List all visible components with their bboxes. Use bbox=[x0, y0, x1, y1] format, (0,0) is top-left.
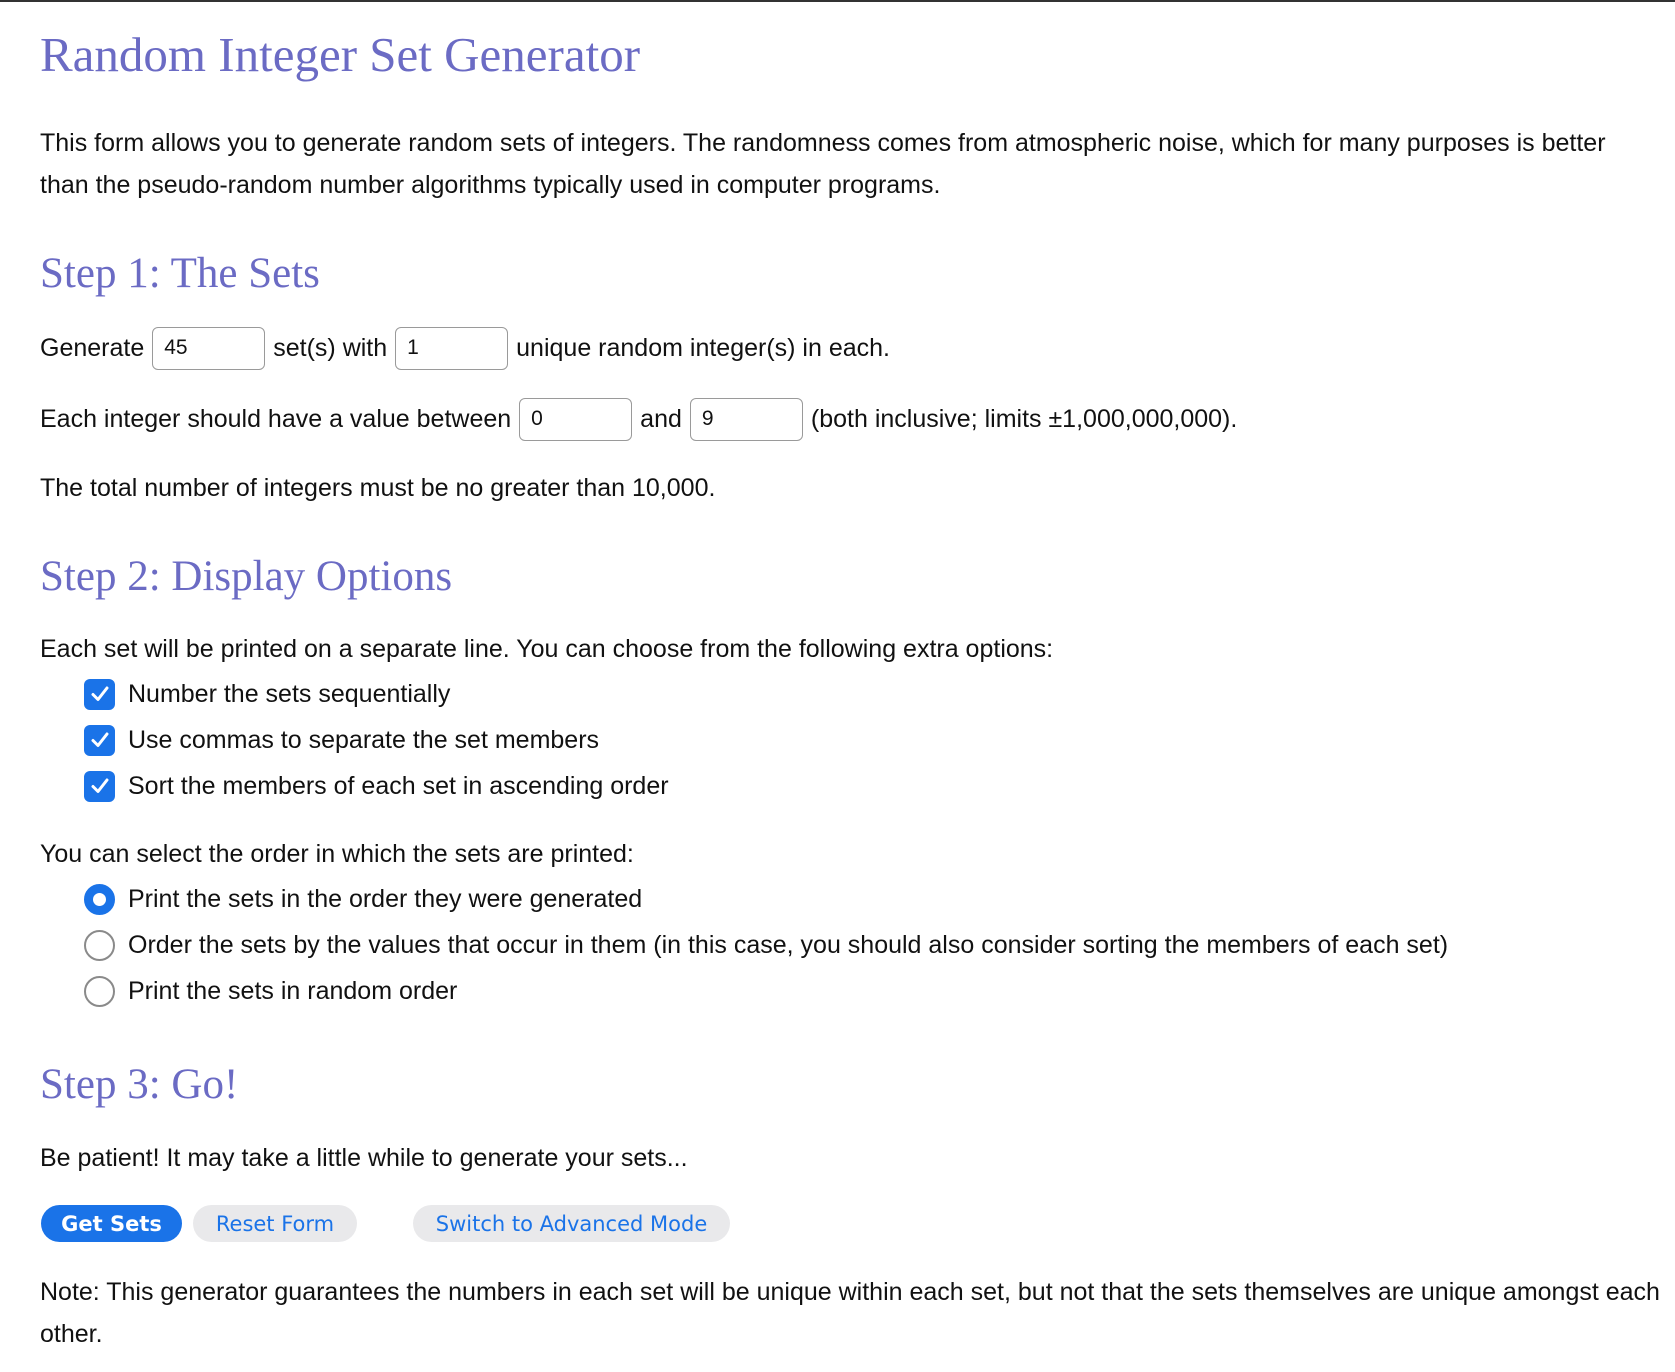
option-use-commas[interactable] bbox=[84, 717, 669, 763]
reset-form-button[interactable]: Reset Form bbox=[193, 1205, 357, 1242]
advanced-mode-button[interactable]: Switch to Advanced Mode bbox=[413, 1205, 730, 1242]
limits-label: (both inclusive; limits ±1,000,000,000). bbox=[810, 404, 1238, 433]
order-option-generated[interactable] bbox=[84, 876, 1448, 922]
sets-row bbox=[40, 326, 890, 370]
intro-text: This form allows you to generate random sets of integers. The randomness comes from atmospheric noise, which for many purposes is better than the pseudo-random number algorithms typically used in computer programs. bbox=[40, 129, 1606, 199]
num-sets-input[interactable] bbox=[152, 327, 265, 370]
order-option-values[interactable] bbox=[84, 922, 1448, 968]
checkbox-use-commas[interactable] bbox=[84, 725, 115, 756]
extra-options-intro: Each set will be printed on a separate line. You can choose from the following extra options: bbox=[40, 635, 1054, 663]
order-intro: You can select the order in which the sets are printed: bbox=[40, 840, 634, 868]
option-label: Number the sets sequentially bbox=[128, 679, 451, 708]
radio-order-values[interactable] bbox=[84, 930, 115, 961]
checkmark-icon bbox=[89, 775, 111, 797]
order-option-label: Print the sets in the order they were generated bbox=[128, 884, 643, 913]
min-value-input[interactable] bbox=[519, 398, 632, 441]
checkbox-sort-members[interactable] bbox=[84, 771, 115, 802]
page-title: Random Integer Set Generator bbox=[40, 27, 641, 82]
option-label: Use commas to separate the set members bbox=[128, 725, 600, 754]
option-label: Sort the members of each set in ascending order bbox=[128, 771, 669, 800]
num-integers-input[interactable] bbox=[395, 327, 508, 370]
option-sort-members[interactable] bbox=[84, 763, 669, 809]
generate-label: Generate bbox=[40, 333, 145, 362]
step2-heading: Step 2: Display Options bbox=[40, 553, 453, 600]
option-number-sets[interactable] bbox=[84, 671, 669, 717]
radio-order-generated[interactable] bbox=[84, 884, 115, 915]
radio-order-random[interactable] bbox=[84, 976, 115, 1007]
uniqueness-note: Note: This generator guarantees the numbers in each set will be unique within each set, but not that the sets themselves are unique amongst each other. bbox=[40, 1278, 1660, 1348]
sets-with-label: set(s) with bbox=[273, 333, 388, 362]
total-note: The total number of integers must be no greater than 10,000. bbox=[40, 474, 716, 502]
get-sets-button[interactable]: Get Sets bbox=[41, 1205, 182, 1242]
checkmark-icon bbox=[89, 683, 111, 705]
unique-label: unique random integer(s) in each. bbox=[516, 333, 890, 362]
order-option-label: Order the sets by the values that occur in them (in this case, you should also consider sorting the members of each set) bbox=[128, 930, 1449, 959]
top-border bbox=[0, 0, 1675, 2]
step1-heading: Step 1: The Sets bbox=[40, 250, 320, 297]
checkbox-number-sets[interactable] bbox=[84, 679, 115, 710]
range-row bbox=[40, 397, 1237, 441]
patience-text: Be patient! It may take a little while to generate your sets... bbox=[40, 1144, 688, 1172]
and-label: and bbox=[640, 404, 682, 433]
order-options-list bbox=[84, 876, 1448, 1014]
display-options-list bbox=[84, 671, 669, 809]
step3-heading: Step 3: Go! bbox=[40, 1061, 239, 1108]
max-value-input[interactable] bbox=[690, 398, 803, 441]
checkmark-icon bbox=[89, 729, 111, 751]
order-option-random[interactable] bbox=[84, 968, 1448, 1014]
order-option-label: Print the sets in random order bbox=[128, 976, 458, 1005]
between-label: Each integer should have a value between bbox=[40, 404, 512, 433]
